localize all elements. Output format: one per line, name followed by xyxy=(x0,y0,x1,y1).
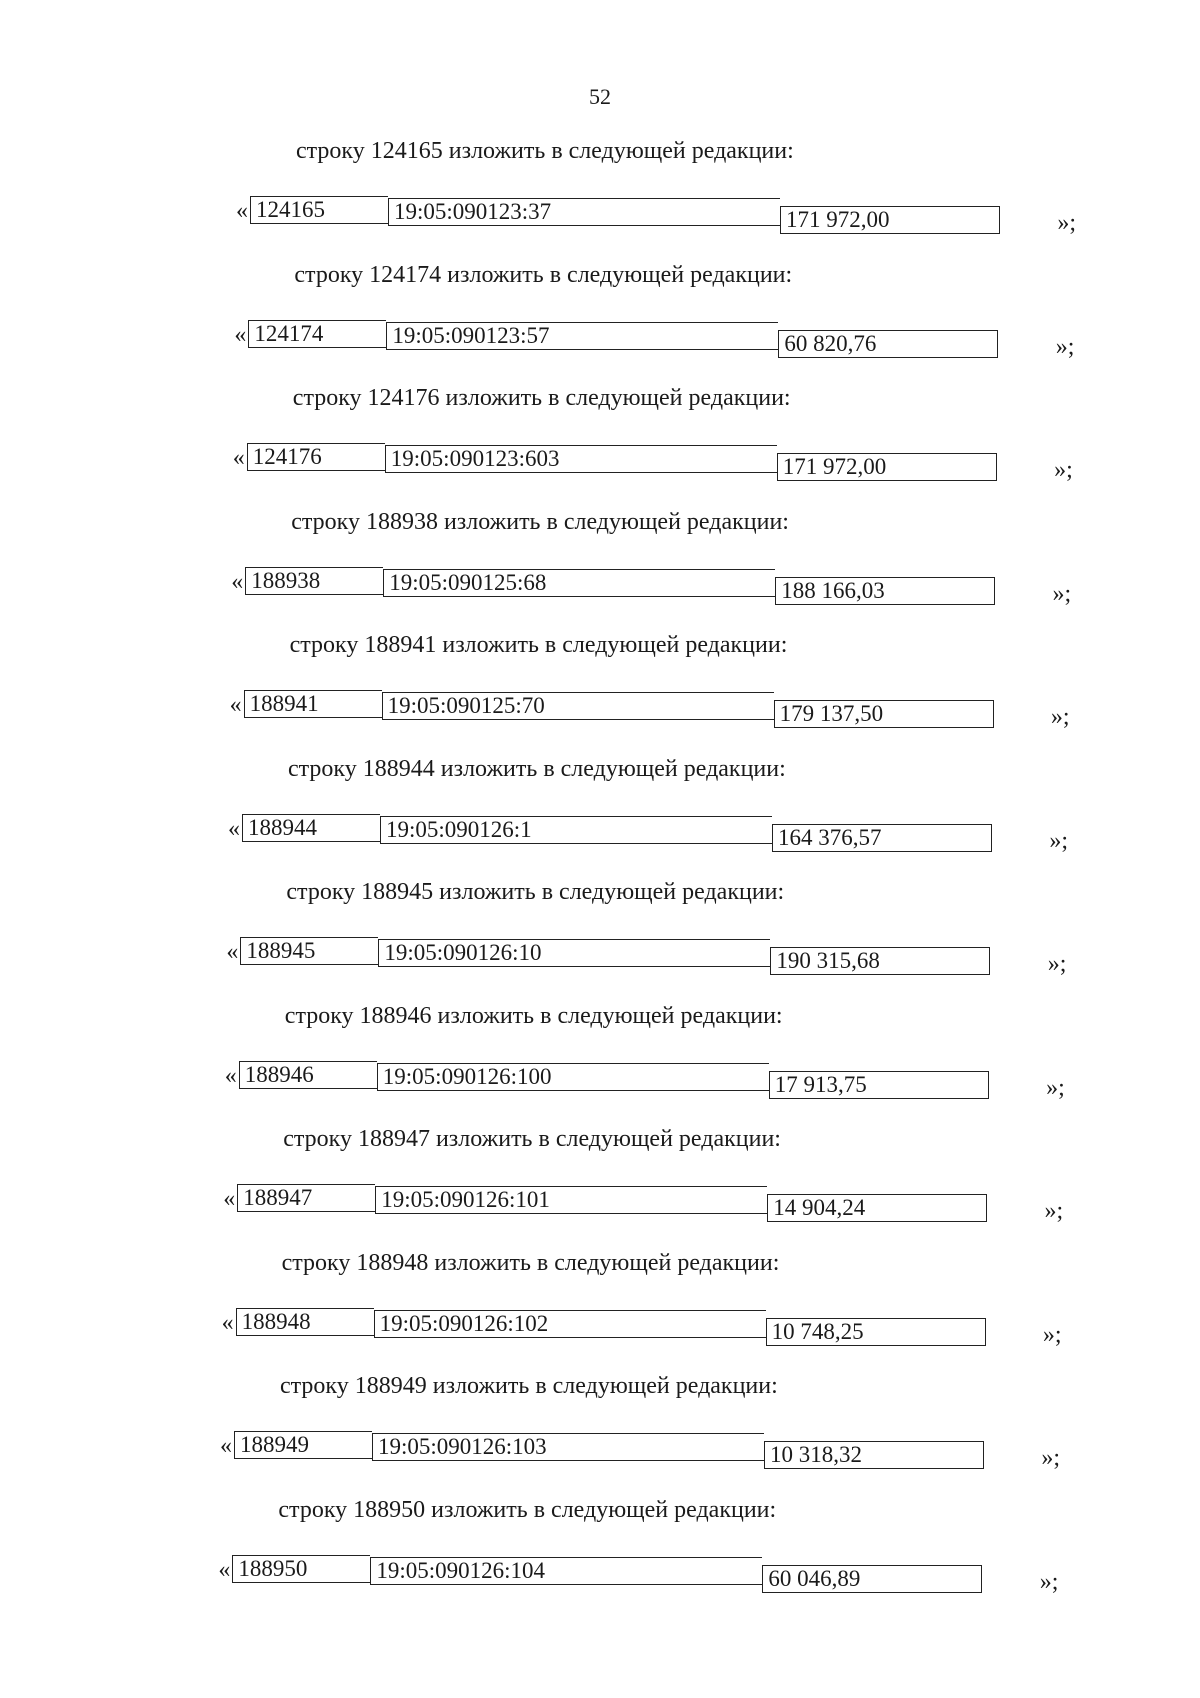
table-row xyxy=(228,814,1068,854)
cadastral-value-cell: 190 315,68 xyxy=(770,947,990,975)
closing-quote: »; xyxy=(1057,210,1076,236)
row-number-cell: 188949 xyxy=(234,1431,372,1459)
cadastral-number-cell: 19:05:090126:100 xyxy=(377,1063,769,1091)
cadastral-number-cell: 19:05:090126:104 xyxy=(370,1557,762,1585)
closing-quote: »; xyxy=(1055,333,1075,360)
amendment-entry xyxy=(0,1365,1200,1489)
opening-quote: « xyxy=(232,445,245,471)
cadastral-value-cell: 17 913,75 xyxy=(769,1071,989,1099)
cadastral-number-cell: 19:05:090125:70 xyxy=(382,692,774,720)
opening-quote: « xyxy=(228,815,240,842)
cadastral-value-cell: 60 820,76 xyxy=(778,330,998,358)
table-row xyxy=(221,1308,1062,1348)
cadastral-number-cell: 19:05:090126:102 xyxy=(374,1310,766,1338)
row-number-cell: 124176 xyxy=(247,443,385,471)
amendment-instruction: строку 188948 изложить в следующей редакции: xyxy=(281,1249,780,1276)
amendment-entry xyxy=(0,1118,1200,1242)
cadastral-number-cell: 19:05:090126:101 xyxy=(375,1186,767,1214)
closing-quote: »; xyxy=(1039,1568,1059,1595)
closing-quote: »; xyxy=(1044,1198,1064,1224)
row-number-cell: 124174 xyxy=(248,320,386,348)
cadastral-number-cell: 19:05:090125:68 xyxy=(383,569,775,597)
amendment-entry xyxy=(0,1489,1200,1613)
amendment-instruction: строку 188941 изложить в следующей редакции: xyxy=(289,632,788,658)
table-row xyxy=(236,196,1076,236)
table-row xyxy=(231,567,1072,607)
row-number-cell: 188941 xyxy=(244,690,382,718)
closing-quote: »; xyxy=(1054,457,1073,483)
row-number-cell: 188947 xyxy=(237,1184,375,1212)
amendment-instruction: строку 188938 изложить в следующей редакции: xyxy=(291,508,789,535)
opening-quote: « xyxy=(224,1062,237,1089)
cadastral-number-cell: 19:05:090123:37 xyxy=(388,198,780,226)
cadastral-value-cell: 164 376,57 xyxy=(772,824,992,852)
cadastral-number-cell: 19:05:090126:10 xyxy=(378,939,770,967)
opening-quote: « xyxy=(236,198,248,224)
amendment-entry xyxy=(0,748,1200,872)
amendment-entry xyxy=(0,624,1200,748)
opening-quote: « xyxy=(220,1433,232,1459)
amendment-instruction: строку 188947 изложить в следующей редакции: xyxy=(283,1126,781,1152)
cadastral-value-cell: 10 748,25 xyxy=(766,1318,986,1346)
row-number-cell: 188944 xyxy=(242,814,380,842)
amendment-instruction: строку 188949 изложить в следующей редакции: xyxy=(280,1373,778,1399)
table-row xyxy=(232,443,1073,483)
amendment-entry xyxy=(0,995,1200,1119)
row-number-cell: 188950 xyxy=(232,1555,370,1583)
opening-quote: « xyxy=(226,939,239,965)
table-row xyxy=(234,320,1075,360)
row-number-cell: 124165 xyxy=(250,196,388,224)
closing-quote: »; xyxy=(1042,1321,1062,1348)
closing-quote: »; xyxy=(1046,1074,1065,1101)
cadastral-number-cell: 19:05:090126:103 xyxy=(372,1433,764,1461)
opening-quote: « xyxy=(234,321,247,348)
cadastral-value-cell: 179 137,50 xyxy=(774,700,994,728)
closing-quote: »; xyxy=(1047,951,1067,977)
cadastral-value-cell: 60 046,89 xyxy=(762,1565,982,1593)
row-number-cell: 188946 xyxy=(239,1061,377,1089)
amendment-entry xyxy=(0,1242,1200,1366)
page-number: 52 xyxy=(589,84,611,109)
row-number-cell: 188938 xyxy=(245,567,383,595)
amendment-instruction: строку 188946 изложить в следующей редакции: xyxy=(284,1002,783,1029)
opening-quote: « xyxy=(231,568,244,595)
closing-quote: »; xyxy=(1049,827,1068,854)
cadastral-number-cell: 19:05:090123:603 xyxy=(385,445,777,473)
amendment-instruction: строку 124165 изложить в следующей редакции: xyxy=(296,138,794,164)
opening-quote: « xyxy=(229,692,242,718)
opening-quote: « xyxy=(223,1186,236,1212)
cadastral-value-cell: 10 318,32 xyxy=(764,1441,984,1469)
closing-quote: »; xyxy=(1050,704,1070,730)
table-row xyxy=(223,1184,1064,1224)
amendment-instruction: строку 124174 изложить в следующей редакции: xyxy=(294,261,793,288)
amendment-entry xyxy=(0,871,1200,995)
row-number-cell: 188948 xyxy=(236,1308,374,1336)
table-row xyxy=(226,937,1067,977)
amendment-entry xyxy=(0,254,1200,378)
cadastral-value-cell: 14 904,24 xyxy=(767,1194,987,1222)
amendment-instruction: строку 124176 изложить в следующей редакции: xyxy=(292,385,791,411)
amendment-entry xyxy=(0,377,1200,501)
opening-quote: « xyxy=(218,1556,231,1583)
table-row xyxy=(220,1431,1060,1471)
cadastral-value-cell: 171 972,00 xyxy=(780,206,1000,234)
table-row xyxy=(218,1555,1059,1595)
amendment-list xyxy=(0,130,1200,1612)
amendment-entry xyxy=(0,501,1200,625)
table-row xyxy=(224,1061,1065,1101)
amendment-instruction: строку 188945 изложить в следующей редакции: xyxy=(286,879,785,905)
table-row xyxy=(229,690,1070,730)
closing-quote: »; xyxy=(1041,1445,1060,1471)
cadastral-number-cell: 19:05:090123:57 xyxy=(386,322,778,350)
cadastral-value-cell: 171 972,00 xyxy=(777,453,997,481)
amendment-instruction: строку 188944 изложить в следующей редакции: xyxy=(288,755,786,782)
opening-quote: « xyxy=(221,1309,234,1336)
amendment-instruction: строку 188950 изложить в следующей редакции: xyxy=(278,1496,777,1523)
closing-quote: »; xyxy=(1052,580,1072,607)
cadastral-value-cell: 188 166,03 xyxy=(775,577,995,605)
cadastral-number-cell: 19:05:090126:1 xyxy=(380,816,772,844)
amendment-entry xyxy=(0,130,1200,254)
row-number-cell: 188945 xyxy=(240,937,378,965)
